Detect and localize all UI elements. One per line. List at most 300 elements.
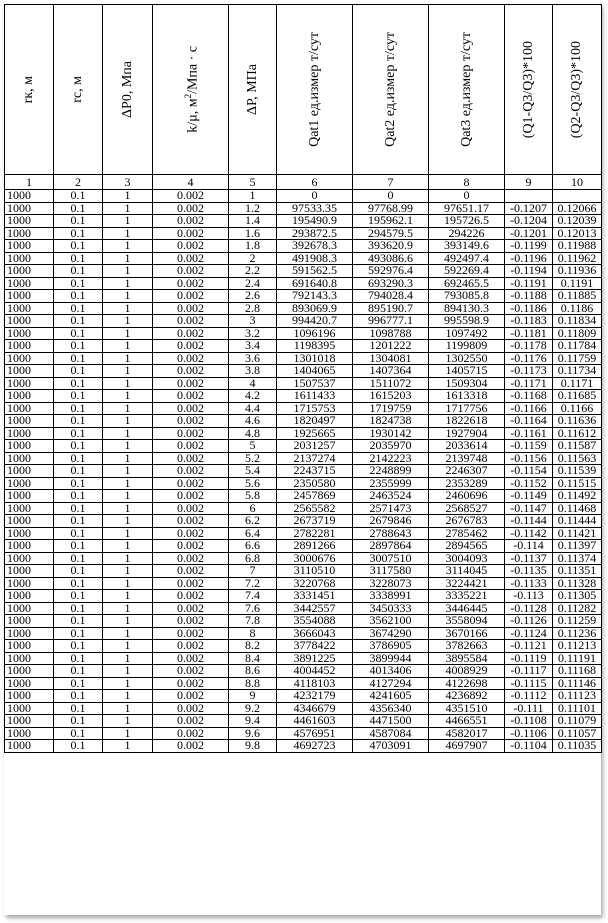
q1-ratio-cell: -0.1186 — [505, 302, 553, 315]
q2-ratio-cell: 0.11734 — [553, 365, 602, 378]
header-cell-dp — [229, 5, 277, 175]
qat1-cell: 4461603 — [277, 715, 353, 728]
qat1-cell: 195490.9 — [277, 215, 353, 228]
rk-cell: 1000 — [5, 215, 54, 228]
table-row — [5, 277, 602, 290]
qat2-cell: 2788643 — [353, 527, 429, 540]
k-mu-cell: 0.002 — [153, 365, 229, 378]
dp0-cell: 1 — [103, 315, 153, 328]
dp0-cell: 1 — [103, 402, 153, 415]
qat1-cell: 2565582 — [277, 502, 353, 515]
table-row — [5, 540, 602, 553]
rc-cell: 0.1 — [54, 277, 103, 290]
qat1-cell: 491908.3 — [277, 252, 353, 265]
k-mu-cell: 0.002 — [153, 265, 229, 278]
q2-ratio-cell: 0.11759 — [553, 352, 602, 365]
dp-cell: 8.2 — [229, 640, 277, 653]
rc-cell: 0.1 — [54, 540, 103, 553]
dp0-cell: 1 — [103, 727, 153, 740]
rk-cell: 1000 — [5, 227, 54, 240]
rc-cell: 0.1 — [54, 402, 103, 415]
qat3-cell: 1613318 — [429, 390, 505, 403]
qat1-cell: 2031257 — [277, 440, 353, 453]
table-row — [5, 477, 602, 490]
qat1-cell: 2137274 — [277, 452, 353, 465]
qat2-cell: 4356340 — [353, 702, 429, 715]
table-row — [5, 415, 602, 428]
table-row — [5, 527, 602, 540]
rk-cell: 1000 — [5, 590, 54, 603]
qat3-cell: 4697907 — [429, 740, 505, 753]
qat2-cell: 3674290 — [353, 627, 429, 640]
rk-cell: 1000 — [5, 577, 54, 590]
qat1-cell: 2891266 — [277, 540, 353, 553]
header-row — [5, 5, 602, 175]
k-mu-cell: 0.002 — [153, 502, 229, 515]
column-number: 9 — [505, 175, 553, 190]
q2-ratio-cell: 0.11236 — [553, 627, 602, 640]
header-cell-rc — [54, 5, 103, 175]
qat2-cell: 895190.7 — [353, 302, 429, 315]
dp-cell: 5.4 — [229, 465, 277, 478]
k-mu-cell: 0.002 — [153, 240, 229, 253]
k-mu-cell: 0.002 — [153, 377, 229, 390]
q1-ratio-cell: -0.1191 — [505, 277, 553, 290]
header-label: (Q2-Q3/Q3)*100 — [569, 40, 584, 139]
rk-cell: 1000 — [5, 490, 54, 503]
q1-ratio-cell: -0.1168 — [505, 390, 553, 403]
rc-cell: 0.1 — [54, 677, 103, 690]
dp-cell: 3.6 — [229, 352, 277, 365]
rc-cell: 0.1 — [54, 327, 103, 340]
qat3-cell: 2785462 — [429, 527, 505, 540]
qat1-cell: 1198395 — [277, 340, 353, 353]
qat3-cell: 692465.5 — [429, 277, 505, 290]
qat3-cell: 4582017 — [429, 727, 505, 740]
qat3-cell: 2676783 — [429, 515, 505, 528]
qat1-cell: 3331451 — [277, 590, 353, 603]
dp0-cell: 1 — [103, 615, 153, 628]
table-row — [5, 577, 602, 590]
q2-ratio-cell: 0.11101 — [553, 702, 602, 715]
q2-ratio-cell: 0.11057 — [553, 727, 602, 740]
q2-ratio-cell: 0.11444 — [553, 515, 602, 528]
rk-cell: 1000 — [5, 327, 54, 340]
q2-ratio-cell: 0.1166 — [553, 402, 602, 415]
qat2-cell: 4127294 — [353, 677, 429, 690]
dp-cell: 4.4 — [229, 402, 277, 415]
dp0-cell: 1 — [103, 515, 153, 528]
column-number-row — [5, 175, 602, 190]
qat1-cell: 4576951 — [277, 727, 353, 740]
rk-cell: 1000 — [5, 527, 54, 540]
rk-cell: 1000 — [5, 277, 54, 290]
qat3-cell: 1509304 — [429, 377, 505, 390]
k-mu-cell: 0.002 — [153, 427, 229, 440]
table-row — [5, 602, 602, 615]
q2-ratio-cell: 0.11079 — [553, 715, 602, 728]
rk-cell: 1000 — [5, 452, 54, 465]
qat2-cell: 2142223 — [353, 452, 429, 465]
q2-ratio-cell: 0.11685 — [553, 390, 602, 403]
dp0-cell: 1 — [103, 252, 153, 265]
rk-cell: 1000 — [5, 627, 54, 640]
header-cell-q1-ratio — [505, 5, 553, 175]
dp-cell: 9.2 — [229, 702, 277, 715]
qat1-cell: 2673719 — [277, 515, 353, 528]
k-mu-cell: 0.002 — [153, 190, 229, 203]
table-row — [5, 390, 602, 403]
dp0-cell: 1 — [103, 527, 153, 540]
header-cell-k-mu — [153, 5, 229, 175]
rc-cell: 0.1 — [54, 477, 103, 490]
header-cell-qat2 — [353, 5, 429, 175]
q1-ratio-cell: -0.1149 — [505, 490, 553, 503]
qat2-cell: 393620.9 — [353, 240, 429, 253]
qat3-cell: 894130.3 — [429, 302, 505, 315]
q1-ratio-cell: -0.1144 — [505, 515, 553, 528]
qat1-cell: 4232179 — [277, 690, 353, 703]
q2-ratio-cell: 0.11539 — [553, 465, 602, 478]
qat1-cell: 691640.8 — [277, 277, 353, 290]
k-mu-cell: 0.002 — [153, 627, 229, 640]
dp-cell: 5.6 — [229, 477, 277, 490]
q1-ratio-cell: -0.1161 — [505, 427, 553, 440]
rc-cell: 0.1 — [54, 215, 103, 228]
dp0-cell: 1 — [103, 202, 153, 215]
rc-cell: 0.1 — [54, 190, 103, 203]
dp-cell: 7.2 — [229, 577, 277, 590]
rc-cell: 0.1 — [54, 715, 103, 728]
qat1-cell: 591562.5 — [277, 265, 353, 278]
q2-ratio-cell: 0.11587 — [553, 440, 602, 453]
table-row — [5, 515, 602, 528]
qat1-cell: 1096196 — [277, 327, 353, 340]
header-label: Qat1 ед.измер т/сут — [306, 32, 322, 147]
qat3-cell: 2460696 — [429, 490, 505, 503]
k-mu-cell: 0.002 — [153, 327, 229, 340]
dp-cell: 7.4 — [229, 590, 277, 603]
q1-ratio-cell: -0.1178 — [505, 340, 553, 353]
dp0-cell: 1 — [103, 427, 153, 440]
dp0-cell: 1 — [103, 215, 153, 228]
rk-cell: 1000 — [5, 202, 54, 215]
q1-ratio-cell: -0.1166 — [505, 402, 553, 415]
qat3-cell: 4236892 — [429, 690, 505, 703]
rk-cell: 1000 — [5, 365, 54, 378]
qat3-cell: 1097492 — [429, 327, 505, 340]
q1-ratio-cell: -0.1201 — [505, 227, 553, 240]
qat2-cell: 1719759 — [353, 402, 429, 415]
table-row — [5, 340, 602, 353]
qat3-cell: 3558094 — [429, 615, 505, 628]
q1-ratio-cell: -0.1106 — [505, 727, 553, 740]
table-body — [5, 190, 602, 753]
rk-cell: 1000 — [5, 715, 54, 728]
dp-cell: 1 — [229, 190, 277, 203]
qat1-cell: 392678.3 — [277, 240, 353, 253]
q2-ratio-cell: 0.11962 — [553, 252, 602, 265]
rk-cell: 1000 — [5, 690, 54, 703]
dp-cell: 2.4 — [229, 277, 277, 290]
rc-cell: 0.1 — [54, 352, 103, 365]
q2-ratio-cell: 0.11612 — [553, 427, 602, 440]
q1-ratio-cell: -0.1133 — [505, 577, 553, 590]
qat3-cell: 393149.6 — [429, 240, 505, 253]
qat3-cell: 2353289 — [429, 477, 505, 490]
qat3-cell: 97651.17 — [429, 202, 505, 215]
q2-ratio-cell: 0.11636 — [553, 415, 602, 428]
dp0-cell: 1 — [103, 240, 153, 253]
dp-cell: 6.6 — [229, 540, 277, 553]
dp-cell: 2 — [229, 252, 277, 265]
qat1-cell: 3000676 — [277, 552, 353, 565]
q2-ratio-cell: 0.11936 — [553, 265, 602, 278]
dp-cell: 4 — [229, 377, 277, 390]
dp0-cell: 1 — [103, 677, 153, 690]
q1-ratio-cell: -0.1204 — [505, 215, 553, 228]
q2-ratio-cell: 0.11563 — [553, 452, 602, 465]
q2-ratio-cell: 0.11351 — [553, 565, 602, 578]
qat3-cell: 492497.4 — [429, 252, 505, 265]
rk-cell: 1000 — [5, 315, 54, 328]
qat3-cell: 3782663 — [429, 640, 505, 653]
dp-cell: 8.8 — [229, 677, 277, 690]
dp0-cell: 1 — [103, 602, 153, 615]
q1-ratio-cell: -0.1173 — [505, 365, 553, 378]
rk-cell: 1000 — [5, 402, 54, 415]
dp-cell: 1.8 — [229, 240, 277, 253]
dp-cell: 7.8 — [229, 615, 277, 628]
qat3-cell: 3670166 — [429, 627, 505, 640]
dp0-cell: 1 — [103, 390, 153, 403]
q2-ratio-cell: 0.11421 — [553, 527, 602, 540]
k-mu-cell: 0.002 — [153, 402, 229, 415]
header-cell-qat3 — [429, 5, 505, 175]
q1-ratio-cell: -0.1176 — [505, 352, 553, 365]
header-label: (Q1-Q3/Q3)*100 — [520, 40, 536, 139]
k-mu-cell: 0.002 — [153, 465, 229, 478]
qat2-cell: 1098788 — [353, 327, 429, 340]
qat2-cell: 4241605 — [353, 690, 429, 703]
k-mu-cell: 0.002 — [153, 702, 229, 715]
rk-cell: 1000 — [5, 190, 54, 203]
dp0-cell: 1 — [103, 365, 153, 378]
qat2-cell: 2035970 — [353, 440, 429, 453]
table-row — [5, 215, 602, 228]
qat3-cell: 3446445 — [429, 602, 505, 615]
dp-cell: 8.4 — [229, 652, 277, 665]
rc-cell: 0.1 — [54, 390, 103, 403]
rc-cell: 0.1 — [54, 427, 103, 440]
dp0-cell: 1 — [103, 277, 153, 290]
qat2-cell: 3786905 — [353, 640, 429, 653]
qat1-cell: 3891225 — [277, 652, 353, 665]
qat1-cell: 3110510 — [277, 565, 353, 578]
k-mu-cell: 0.002 — [153, 215, 229, 228]
rk-cell: 1000 — [5, 427, 54, 440]
qat2-cell: 3117580 — [353, 565, 429, 578]
k-mu-cell: 0.002 — [153, 665, 229, 678]
dp0-cell: 1 — [103, 377, 153, 390]
rc-cell: 0.1 — [54, 202, 103, 215]
table-row — [5, 640, 602, 653]
q1-ratio-cell: -0.1135 — [505, 565, 553, 578]
rk-cell: 1000 — [5, 740, 54, 753]
qat1-cell: 4004452 — [277, 665, 353, 678]
dp0-cell: 1 — [103, 702, 153, 715]
q2-ratio-cell: 0.12066 — [553, 202, 602, 215]
qat2-cell: 2897864 — [353, 540, 429, 553]
qat3-cell: 3004093 — [429, 552, 505, 565]
qat1-cell: 1611433 — [277, 390, 353, 403]
qat1-cell: 3554088 — [277, 615, 353, 628]
qat2-cell: 3228073 — [353, 577, 429, 590]
qat2-cell: 693290.3 — [353, 277, 429, 290]
rc-cell: 0.1 — [54, 740, 103, 753]
qat3-cell: 195726.5 — [429, 215, 505, 228]
q2-ratio-cell: 0.11168 — [553, 665, 602, 678]
dp0-cell: 1 — [103, 640, 153, 653]
qat2-cell: 2248899 — [353, 465, 429, 478]
q1-ratio-cell: -0.1171 — [505, 377, 553, 390]
q1-ratio-cell: -0.1183 — [505, 315, 553, 328]
rk-cell: 1000 — [5, 640, 54, 653]
qat1-cell: 2243715 — [277, 465, 353, 478]
header-label: rc, м — [70, 76, 85, 103]
dp-cell: 9 — [229, 690, 277, 703]
rc-cell: 0.1 — [54, 452, 103, 465]
k-mu-cell: 0.002 — [153, 740, 229, 753]
dp0-cell: 1 — [103, 190, 153, 203]
qat2-cell: 3562100 — [353, 615, 429, 628]
table-row — [5, 402, 602, 415]
rk-cell: 1000 — [5, 565, 54, 578]
qat3-cell: 995598.9 — [429, 315, 505, 328]
column-number: 3 — [103, 175, 153, 190]
table-row — [5, 702, 602, 715]
k-mu-cell: 0.002 — [153, 290, 229, 303]
qat3-cell: 3114045 — [429, 565, 505, 578]
qat1-cell: 1715753 — [277, 402, 353, 415]
qat2-cell: 1407364 — [353, 365, 429, 378]
header-label: Qat3 ед.измер т/сут — [458, 32, 474, 147]
qat2-cell: 3450333 — [353, 602, 429, 615]
qat1-cell: 2350580 — [277, 477, 353, 490]
k-mu-cell: 0.002 — [153, 352, 229, 365]
qat1-cell: 1507537 — [277, 377, 353, 390]
rc-cell: 0.1 — [54, 465, 103, 478]
q1-ratio-cell: -0.1112 — [505, 690, 553, 703]
dp0-cell: 1 — [103, 452, 153, 465]
rc-cell: 0.1 — [54, 415, 103, 428]
dp-cell: 7 — [229, 565, 277, 578]
q2-ratio-cell: 0.11259 — [553, 615, 602, 628]
qat3-cell: 294226 — [429, 227, 505, 240]
q2-ratio-cell: 0.11328 — [553, 577, 602, 590]
table-row — [5, 727, 602, 740]
k-mu-cell: 0.002 — [153, 315, 229, 328]
qat3-cell: 3224421 — [429, 577, 505, 590]
k-mu-cell: 0.002 — [153, 440, 229, 453]
column-number: 7 — [353, 175, 429, 190]
rc-cell: 0.1 — [54, 577, 103, 590]
q2-ratio-cell: 0.11988 — [553, 240, 602, 253]
qat3-cell: 2246307 — [429, 465, 505, 478]
column-number: 4 — [153, 175, 229, 190]
document-page — [4, 4, 601, 915]
k-mu-cell: 0.002 — [153, 690, 229, 703]
dp-cell: 6 — [229, 502, 277, 515]
k-mu-cell: 0.002 — [153, 727, 229, 740]
table-row — [5, 377, 602, 390]
qat3-cell: 4351510 — [429, 702, 505, 715]
rk-cell: 1000 — [5, 440, 54, 453]
dp-cell: 5 — [229, 440, 277, 453]
qat1-cell: 2782281 — [277, 527, 353, 540]
qat3-cell: 2568527 — [429, 502, 505, 515]
table-row — [5, 327, 602, 340]
rc-cell: 0.1 — [54, 565, 103, 578]
table-row — [5, 715, 602, 728]
table-row — [5, 252, 602, 265]
q1-ratio-cell — [505, 190, 553, 203]
q2-ratio-cell: 0.12013 — [553, 227, 602, 240]
rc-cell: 0.1 — [54, 727, 103, 740]
header-label: Qat2 ед.измер т/сут — [382, 32, 398, 147]
rc-cell: 0.1 — [54, 640, 103, 653]
q1-ratio-cell: -0.1159 — [505, 440, 553, 453]
q2-ratio-cell: 0.11515 — [553, 477, 602, 490]
table-row — [5, 465, 602, 478]
qat1-cell: 1925665 — [277, 427, 353, 440]
rc-cell: 0.1 — [54, 265, 103, 278]
rk-cell: 1000 — [5, 252, 54, 265]
table-row — [5, 352, 602, 365]
q1-ratio-cell: -0.1156 — [505, 452, 553, 465]
q2-ratio-cell: 0.11305 — [553, 590, 602, 603]
q1-ratio-cell: -0.1126 — [505, 615, 553, 628]
table-row — [5, 302, 602, 315]
q2-ratio-cell: 0.1186 — [553, 302, 602, 315]
dp-cell: 3.8 — [229, 365, 277, 378]
table-row — [5, 652, 602, 665]
rc-cell: 0.1 — [54, 365, 103, 378]
column-number: 10 — [553, 175, 602, 190]
dp0-cell: 1 — [103, 652, 153, 665]
table-row — [5, 452, 602, 465]
k-mu-cell: 0.002 — [153, 640, 229, 653]
rk-cell: 1000 — [5, 727, 54, 740]
dp0-cell: 1 — [103, 590, 153, 603]
rc-cell: 0.1 — [54, 227, 103, 240]
qat2-cell: 97768.99 — [353, 202, 429, 215]
rc-cell: 0.1 — [54, 315, 103, 328]
dp0-cell: 1 — [103, 740, 153, 753]
rc-cell: 0.1 — [54, 490, 103, 503]
q1-ratio-cell: -0.111 — [505, 702, 553, 715]
qat3-cell: 1302550 — [429, 352, 505, 365]
qat2-cell: 996777.1 — [353, 315, 429, 328]
dp0-cell: 1 — [103, 440, 153, 453]
table-row — [5, 427, 602, 440]
qat2-cell: 1304081 — [353, 352, 429, 365]
rk-cell: 1000 — [5, 515, 54, 528]
qat2-cell: 4013406 — [353, 665, 429, 678]
q1-ratio-cell: -0.1199 — [505, 240, 553, 253]
q2-ratio-cell: 0.11397 — [553, 540, 602, 553]
q1-ratio-cell: -0.1164 — [505, 415, 553, 428]
